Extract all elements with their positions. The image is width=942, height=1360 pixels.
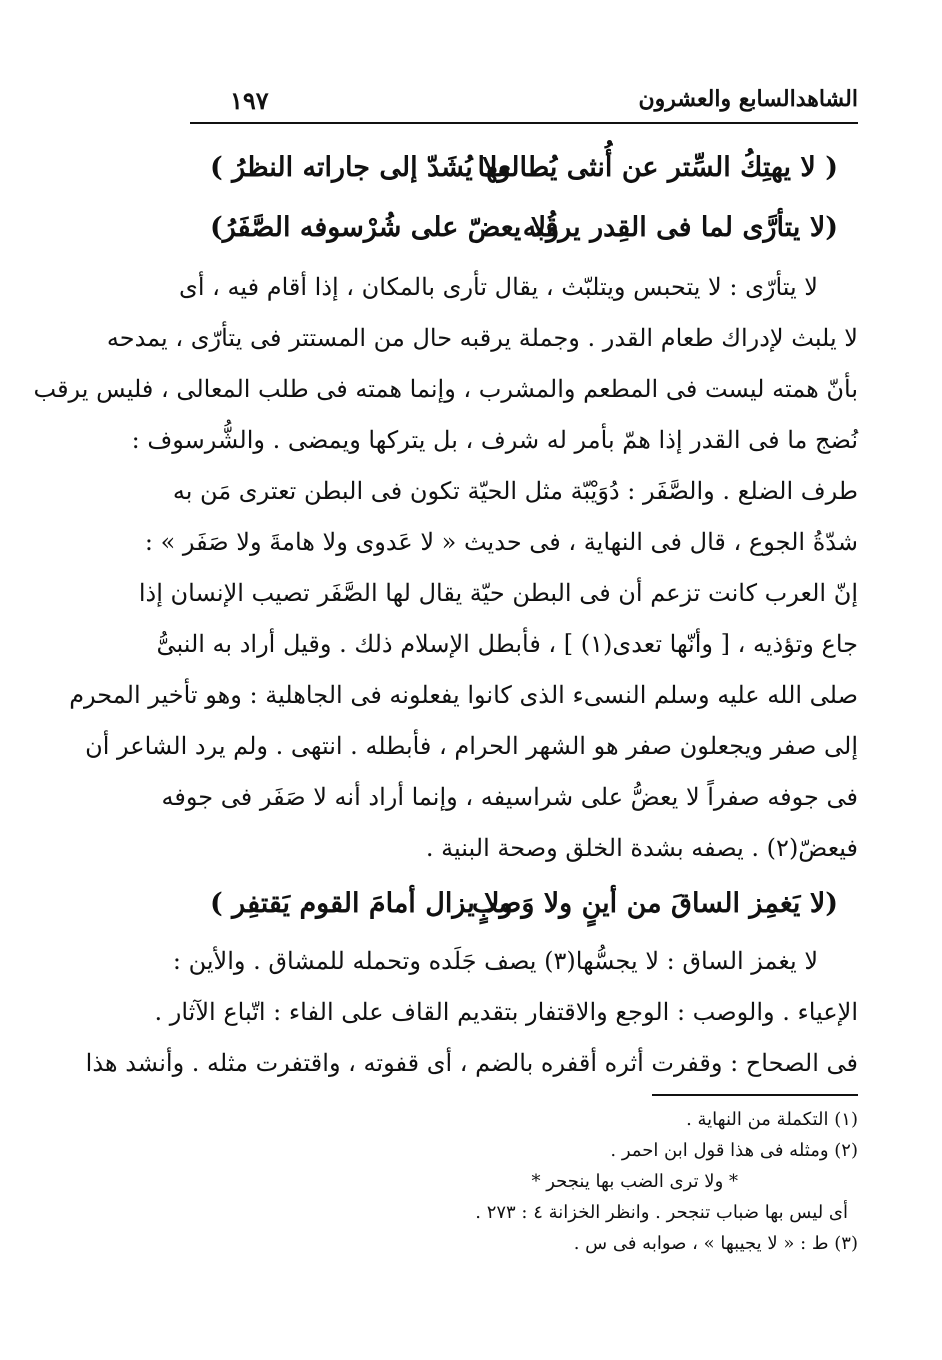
text-line: الإعياء . والوصب : الوجع والاقتفار بتقديم القاف على الفاء : اتّباع الآثار . (154, 998, 858, 1026)
text-line: لا يغمز الساق : لا يجسُّها(٣) يصف جَلَده وتحمله للمشاق . والأين : (172, 947, 818, 975)
text-line: بأنّ همته ليست فى المطعم والمشرب ، وإنما همته فى طلب المعالى ، فليس يرقب (33, 375, 858, 403)
verse-hemistich: ولا يُشَدّ إلى جاراته النظرُ ) (210, 152, 511, 183)
page-number: ١٩٧ (230, 86, 269, 115)
text-line: صلى الله عليه وسلم النسىء الذى كانوا يفعلونه فى الجاهلية : وهو تأخير المحرم (69, 681, 858, 709)
text-line: فى جوفه صفراً لا يعضُّ على شراسيفه ، وإنما أراد أنه لا صَفَر فى جوفه (161, 783, 858, 811)
header-rule (190, 122, 858, 124)
text-line: نُضج ما فى القدر إذا همّ بأمر له شرف ، بل يتركها ويمضى . والشُّرسوف : (131, 426, 858, 454)
footnote: (٣) ط : « لا يجيبها » ، صوابه فى س . (573, 1233, 858, 1254)
verse-hemistich: ( لا يهتِكُ السِّتر عن أُنثى يُطالعها (477, 152, 838, 183)
footnotes (190, 1104, 858, 1259)
text-line: فيعضّ(٢) . يصفه بشدة الخلق وصحة البنية . (425, 834, 858, 862)
page-header (190, 84, 858, 122)
verse-hemistich: ولا يزال أمامَ القوم يَقتفِر ) (210, 888, 513, 919)
text-line: طرف الضلع . والصَّفَر : دُوَيْبّة مثل الحيّة تكون فى البطن تعترى مَن به (172, 477, 858, 505)
commentary-paragraph (85, 936, 858, 1089)
text-line: شدّةُ الجوع ، قال فى النهاية ، فى حديث « لا عَدوى ولا هامةَ ولا صَفَر » : (144, 528, 858, 556)
footnote-verse: * ولا ترى الضب بها ينجحر * (531, 1171, 738, 1192)
footnote: (٢) ومثله فى هذا قول ابن احمر . (610, 1140, 858, 1161)
footnote-rule (652, 1094, 858, 1096)
text-line: لا يتأرّى : لا يتحبس ويتلبّث ، يقال تأرى بالمكان ، إذا أقام فيه ، أى (179, 273, 818, 301)
text-line: إلى صفر ويجعلون صفر هو الشهر الحرام ، فأبطله . انتهى . ولم يرد الشاعر أن (85, 732, 858, 760)
footnote: أى ليس بها ضباب تنجحر . وانظر الخزانة ٤ : ٢٧٣ . (475, 1202, 848, 1223)
footnote: (١) التكملة من النهاية . (686, 1109, 858, 1130)
commentary-paragraph (33, 262, 858, 874)
text-line: لا يلبث لإدراك طعام القدر . وجملة يرقبه حال من المستتر فى يتأرّى ، يمدحه (106, 324, 858, 352)
text-line: جاع وتؤذيه ، [ وأنّها تعدى(١) ] ، فأبطل الإسلام ذلك . وقيل أراد به النبىُّ (156, 630, 858, 658)
verse-hemistich: (لا يَغمِز الساقَ من أينٍ ولا وَصبٍ (471, 888, 838, 919)
running-title: الشاهدالسابع والعشرون (638, 86, 858, 112)
verse-hemistich: ولا يعضّ على شُرْسوفه الصَّفَرُ) (210, 212, 560, 243)
text-line: إنّ العرب كانت تزعم أن فى البطن حيّة يقال لها الصَّفَر تصيب الإنسان إذا (138, 579, 858, 607)
text-line: فى الصحاح : وقفرت أثره أقفره بالضم ، أى قفوته ، واقتفرت مثله . وأنشد هذا (85, 1049, 858, 1077)
verse-hemistich: (لا يتأرَّى لما فى القِدر يرقُبه (522, 212, 838, 243)
